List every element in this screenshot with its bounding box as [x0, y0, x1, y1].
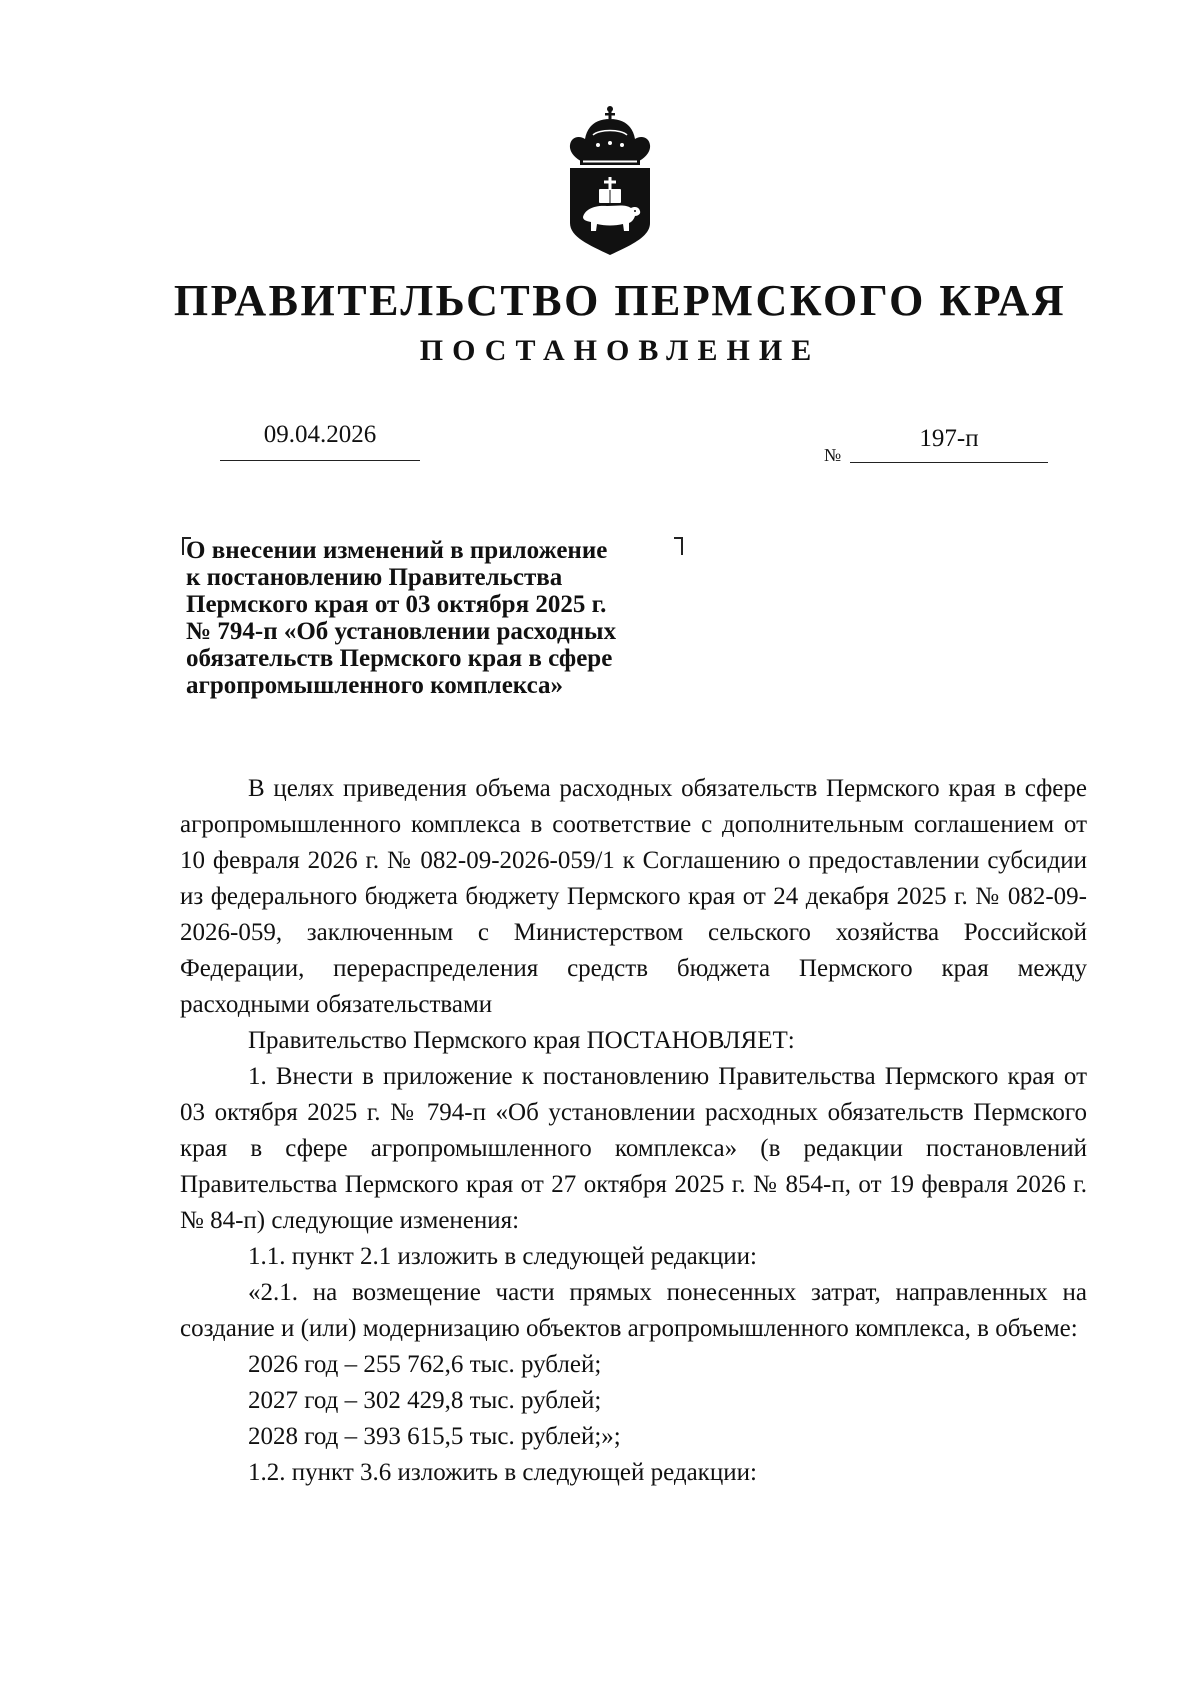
document-type: ПОСТАНОВЛЕНИЕ	[419, 334, 821, 367]
item-1-1-paragraph: 1.1. пункт 2.1 изложить в следующей редакции:	[248, 1243, 757, 1270]
organization-title: ПРАВИТЕЛЬСТВО ПЕРМСКОГО КРАЯ	[173, 276, 1067, 325]
perm-krai-coat-of-arms-icon	[565, 105, 655, 260]
item-1-paragraph: 1. Внести в приложение к постановлению Правительства Пермского края от 03 октября 2025 г. № 794-п «Об установлении расходных обязательств Пермского края в сфере агропромышленного комплекса» (в редакции постановлений Правительства Пермского края от 27 октября 2025 г. № 854-п, от 19 февраля 2026 г. № 84-п) следующие изменения:	[180, 1063, 1087, 1234]
preamble-paragraph: В целях приведения объема расходных обязательств Пермского края в сфере агропромышленного комплекса в соответствие с дополнительным соглашением от 10 февраля 2026 г. № 082-09-2026-059/1 к Соглашению о предоставлении субсидии из федерального бюджета бюджету Пермского края от 24 декабря 2025 г. № 082-09-2026-059, заключенным с Министерством сельского хозяйства Российской Федерации, перераспределения средств бюджета Пермского края между расходными обязательствами	[180, 775, 1087, 1018]
amount-line: 2027 год – 302 429,8 тыс. рублей;	[248, 1387, 602, 1414]
amount-line: 2028 год – 393 615,5 тыс. рублей;»;	[248, 1423, 621, 1450]
subject-text	[182, 537, 702, 699]
item-2-1-quote-paragraph: «2.1. на возмещение части прямых понесенных затрат, направленных на создание и (или) модернизацию объектов агропромышленного комплекса, в объеме:	[180, 1279, 1087, 1342]
number-sign: №	[824, 445, 842, 465]
subject-line: № 794-п «Об установлении расходных	[186, 618, 617, 645]
subject-line: к постановлению Правительства	[186, 564, 563, 591]
amount-line: 2026 год – 255 762,6 тыс. рублей;	[248, 1351, 602, 1378]
item-1-2-paragraph: 1.2. пункт 3.6 изложить в следующей редакции:	[248, 1459, 757, 1486]
document-date: 09.04.2026	[263, 421, 377, 448]
date-underline	[220, 460, 420, 461]
subject-line: обязательств Пермского края в сфере	[186, 645, 613, 672]
document-number: 197-п	[919, 425, 979, 452]
subject-line: агропромышленного комплекса»	[186, 672, 563, 699]
document-subject	[182, 537, 702, 699]
decree-paragraph: Правительство Пермского края ПОСТАНОВЛЯЕТ:	[248, 1027, 795, 1054]
subject-line: Пермского края от 03 октября 2025 г.	[186, 591, 607, 618]
subject-line: О внесении изменений в приложение	[186, 537, 608, 564]
subject-corner-right	[674, 537, 683, 555]
subject-corner-left	[182, 537, 191, 555]
document-body	[180, 771, 1087, 1491]
number-underline	[850, 462, 1048, 463]
